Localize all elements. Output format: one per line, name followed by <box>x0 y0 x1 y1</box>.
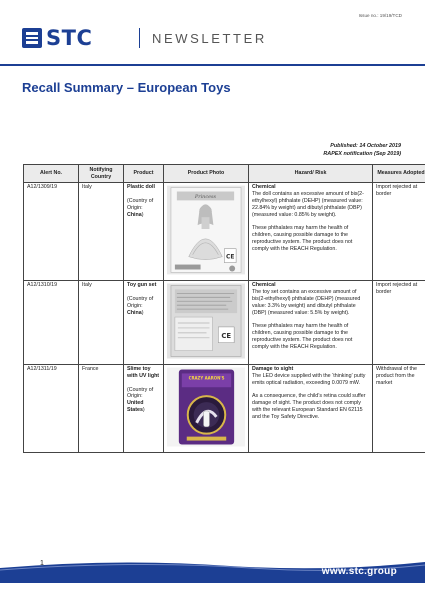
header-hazard-risk: Hazard/ Risk <box>249 165 373 183</box>
hazard-description: The LED device supplied with the ‘thinking’ putty emits optical radiation, exceeding 0.0079 mW. <box>252 372 366 386</box>
header-alert-no: Alert No. <box>24 165 79 183</box>
table-row <box>24 183 425 281</box>
doll-product-photo <box>167 185 245 275</box>
footer-website-link[interactable]: www.stc.group <box>321 566 397 577</box>
product-photo-cell <box>164 183 249 281</box>
header-notifying-country: Notifying Country <box>79 165 124 183</box>
product-photo-cell <box>164 364 249 452</box>
product-name: Slime toy with UV light <box>127 365 160 379</box>
package-brand-text: CRAZY AARON'S <box>188 375 225 381</box>
hazard-cell <box>249 183 373 281</box>
recall-table <box>23 164 425 453</box>
product-name: Toy gun set <box>127 281 157 288</box>
svg-text:Princess: Princess <box>194 193 217 200</box>
origin-country: United States) <box>127 400 145 414</box>
header-product: Product <box>124 165 164 183</box>
measures-adopted: Import rejected at border <box>373 280 425 364</box>
product-photo-cell <box>164 280 249 364</box>
svg-text:CE: CE <box>221 331 232 340</box>
hazard-consequence: These phthalates may harm the health of children, causing possible damage to the reproductive system. The product does not comply with the REACH Regulation. <box>252 323 353 351</box>
hazard-description: The doll contains an excessive amount of bis(2-ethylhexyl) phthalate (DEHP) (measured value: 22.84% by weight) and dibutyl phthalate (DBP) (measured value: 0.85% by weight). <box>252 190 364 218</box>
origin-label: (Country of Origin: <box>127 295 154 309</box>
header-divider <box>139 28 140 48</box>
hazard-title: Chemical <box>252 281 276 288</box>
product-name: Plastic doll <box>127 184 155 190</box>
footer-base <box>0 583 425 600</box>
product-cell <box>124 183 164 281</box>
origin-country: China) <box>127 309 144 316</box>
rapex-notification: RAPEX notification (Sep 2019) <box>323 150 401 157</box>
svg-text:CE: CE <box>226 254 235 261</box>
hazard-cell <box>249 364 373 452</box>
issue-number: Issue no.: 19/19/TCD <box>358 13 402 18</box>
origin-label: (Country of Origin: <box>127 386 154 400</box>
header-measures-adopted: Measures Adopted <box>373 165 425 183</box>
hazard-description: The toy set contains an excessive amount of bis(2-ethylhexyl) phthalate (DEHP) (measured value: 3.3% by weight) and dibutyl phthalate (DBP) (measured value: 5.5% by weight). <box>252 288 361 316</box>
published-date: Published: 14 October 2019 <box>330 143 401 149</box>
hazard-consequence: As a consequence, the child’s retina could suffer damage of sight. The product does not comply with the relevant European Standard EN 62115 and the Toy Safety Directive. <box>252 393 366 421</box>
hazard-title: Damage to sight <box>252 365 294 372</box>
hazard-cell <box>249 280 373 364</box>
alert-number: A12/1310/19 <box>24 280 79 364</box>
product-cell <box>124 280 164 364</box>
notifying-country: Italy <box>79 183 124 281</box>
measures-adopted: Withdrawal of the product from the market <box>373 364 425 452</box>
origin-label: (Country of Origin: <box>127 197 154 211</box>
header-product-photo: Product Photo <box>164 165 249 183</box>
slime-toy-product-photo <box>167 367 245 447</box>
product-cell <box>124 364 164 452</box>
stc-logo-mark-icon <box>22 28 42 48</box>
page-number: 1 <box>40 560 44 567</box>
brand-name: STC <box>46 26 93 50</box>
table-row <box>24 280 425 364</box>
publication-info <box>323 143 401 158</box>
notifying-country: France <box>79 364 124 452</box>
header-rule <box>0 64 425 66</box>
section-label: NEWSLETTER <box>152 31 267 46</box>
toy-gun-product-photo <box>167 283 245 359</box>
table-header-row <box>24 165 425 183</box>
stc-logo <box>22 28 92 48</box>
notifying-country: Italy <box>79 280 124 364</box>
origin-country: China) <box>127 211 144 218</box>
table-row <box>24 364 425 452</box>
alert-number: A12/1311/19 <box>24 364 79 452</box>
measures-adopted: Import rejected at border <box>373 183 425 281</box>
alert-number: A12/1309/19 <box>24 183 79 281</box>
hazard-consequence: These phthalates may harm the health of children, causing possible damage to the reproductive system. The product does not comply with the REACH Regulation. <box>252 225 353 253</box>
hazard-title: Chemical <box>252 184 276 190</box>
page-title: Recall Summary – European Toys <box>22 80 231 95</box>
